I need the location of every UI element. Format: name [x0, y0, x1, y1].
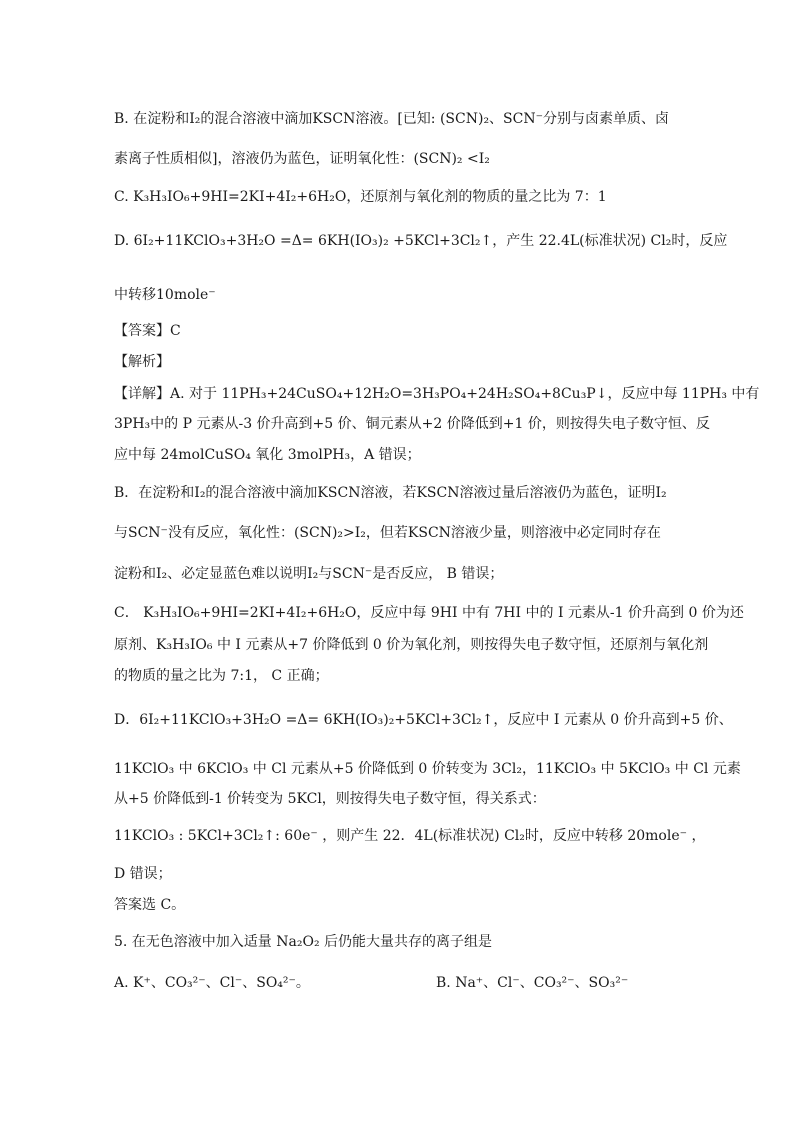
- detail-c-line-2: 原剂、K₃H₃IO₆ 中 I 元素从+7 价降低到 0 价为氧化剂，则按得失电子数守恒，还原剂与氧化剂: [114, 637, 709, 653]
- detail-d-line-1: D．6I₂+11KClO₃+3H₂O =Δ= 6KH(IO₃)₂+5KCl+3Cl₂↑，反应中 I 元素从 0 价升高到+5 价、: [114, 712, 733, 728]
- detail-a-line-1: 【详解】A. 对于 11PH₃+24CuSO₄+12H₂O=3H₃PO₄+24H₂SO₄+8Cu₃P↓，反应中每 11PH₃ 中有: [114, 386, 760, 402]
- detail-d-line-3: 从+5 价降低到-1 价转变为 5KCl，则按得失电子数守恒，得关系式：: [114, 791, 546, 807]
- question-5-stem: 5. 在无色溶液中加入适量 Na₂O₂ 后仍能大量共存的离子组是: [114, 934, 493, 950]
- detail-d-line-5: D 错误；: [114, 866, 172, 882]
- detail-c-line-3: 的物质的量之比为 7:1， C 正确；: [114, 668, 329, 684]
- option-b-line-1: B. 在淀粉和I₂的混合溶液中滴加KSCN溶液。[已知: (SCN)₂、SCN⁻分别与卤素单质、卤: [114, 111, 670, 127]
- detail-c-line-1: C． K₃H₃IO₆+9HI=2KI+4I₂+6H₂O，反应中每 9HI 中有 7HI 中的 I 元素从-1 价升高到 0 价为还: [114, 605, 744, 621]
- answer-choice-line: 答案选 C。: [114, 897, 186, 913]
- detail-d-line-4: 11KClO₃ : 5KCl+3Cl₂↑: 60e⁻ ，则产生 22．4L(标准状况) Cl₂时，反应中转移 20mole⁻ ，: [114, 828, 706, 844]
- detail-d-line-2: 11KClO₃ 中 6KClO₃ 中 Cl 元素从+5 价降低到 0 价转变为 3Cl₂，11KClO₃ 中 5KClO₃ 中 Cl 元素: [114, 761, 741, 777]
- detail-b-line-3: 淀粉和I₂、必定显蓝色难以说明I₂与SCN⁻是否反应， B 错误；: [114, 566, 504, 582]
- analysis-label: 【解析】: [114, 354, 170, 370]
- detail-b-line-2: 与SCN⁻没有反应，氧化性：(SCN)₂>I₂，但若KSCN溶液少量，则溶液中必定同时存在: [114, 525, 661, 541]
- option-b-line-2: 素离子性质相似]，溶液仍为蓝色，证明氧化性：(SCN)₂ <I₂: [114, 151, 490, 167]
- option-d-line-1: D. 6I₂+11KClO₃+3H₂O =Δ= 6KH(IO₃)₂ +5KCl+3Cl₂↑，产生 22.4L(标准状况) Cl₂时，反应: [114, 233, 728, 249]
- answer-label: 【答案】C: [114, 323, 181, 339]
- detail-a-line-2: 3PH₃中的 P 元素从-3 价升高到+5 价、铜元素从+2 价降低到+1 价，则按得失电子数守恒、反: [114, 416, 710, 432]
- detail-a-line-3: 应中每 24molCuSO₄ 氧化 3molPH₃，A 错误；: [114, 447, 421, 463]
- detail-b-line-1: B．在淀粉和I₂的混合溶液中滴加KSCN溶液，若KSCN溶液过量后溶液仍为蓝色，证明I₂: [114, 485, 667, 501]
- question-5-option-a: A. K⁺、CO₃²⁻、Cl⁻、SO₄²⁻。: [114, 975, 310, 991]
- question-5-option-b: B. Na⁺、Cl⁻、CO₃²⁻、SO₃²⁻: [436, 975, 629, 991]
- option-d-line-2: 中转移10mole⁻: [114, 287, 216, 303]
- option-c-line: C. K₃H₃IO₆+9HI=2KI+4I₂+6H₂O，还原剂与氧化剂的物质的量之比为 7：1: [114, 189, 607, 205]
